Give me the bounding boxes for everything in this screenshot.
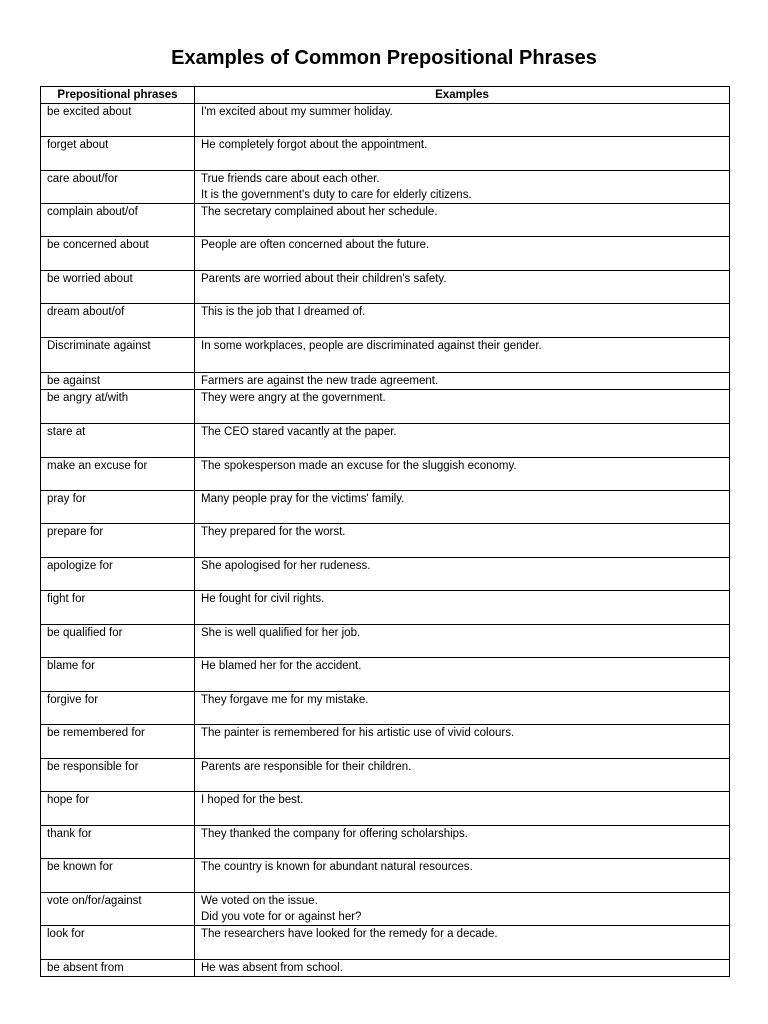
example-sentence: The painter is remembered for his artistic use of vivid colours. xyxy=(201,727,515,739)
example-cell xyxy=(195,926,730,960)
example-sentence: She apologised for her rudeness. xyxy=(201,560,371,572)
phrase-cell: care about/for xyxy=(41,171,195,204)
example-sentence: It is the government's duty to care for elderly citizens. xyxy=(201,189,472,201)
phrase-cell: look for xyxy=(41,926,195,960)
example-sentence: They thanked the company for offering scholarships. xyxy=(201,828,468,840)
table-row xyxy=(41,424,730,458)
example-cell xyxy=(195,237,730,271)
example-cell xyxy=(195,759,730,792)
example-cell xyxy=(195,390,730,424)
table-row xyxy=(41,859,730,893)
example-cell xyxy=(195,893,730,926)
phrase-cell: pray for xyxy=(41,491,195,524)
table-row xyxy=(41,373,730,390)
example-sentence: This is the job that I dreamed of. xyxy=(201,306,366,318)
example-sentence: True friends care about each other. xyxy=(201,173,380,185)
example-sentence: The secretary complained about her schedule. xyxy=(201,206,438,218)
table-row xyxy=(41,390,730,424)
table-body xyxy=(41,104,730,977)
example-cell xyxy=(195,725,730,759)
example-sentence: Parents are responsible for their children. xyxy=(201,761,412,773)
example-cell xyxy=(195,792,730,826)
example-sentence: Did you vote for or against her? xyxy=(201,911,362,923)
example-sentence: The country is known for abundant natural resources. xyxy=(201,861,473,873)
table-row xyxy=(41,926,730,960)
page-title: Examples of Common Prepositional Phrases xyxy=(171,47,597,69)
example-cell xyxy=(195,171,730,204)
phrase-cell: fight for xyxy=(41,591,195,625)
phrase-cell: vote on/for/against xyxy=(41,893,195,926)
example-sentence: I hoped for the best. xyxy=(201,794,304,806)
table-row xyxy=(41,104,730,137)
example-cell xyxy=(195,558,730,591)
example-cell xyxy=(195,338,730,373)
table-row xyxy=(41,304,730,338)
example-sentence: He fought for civil rights. xyxy=(201,593,325,605)
example-sentence: He was absent from school. xyxy=(201,962,343,974)
example-sentence: People are often concerned about the future. xyxy=(201,239,430,251)
example-cell xyxy=(195,304,730,338)
phrase-cell: be against xyxy=(41,373,195,390)
table-row xyxy=(41,625,730,658)
table-row xyxy=(41,491,730,524)
example-sentence: We voted on the issue. xyxy=(201,895,318,907)
table-row xyxy=(41,137,730,171)
phrase-cell: be remembered for xyxy=(41,725,195,759)
example-sentence: They forgave me for my mistake. xyxy=(201,694,369,706)
phrase-cell: dream about/of xyxy=(41,304,195,338)
example-cell xyxy=(195,204,730,237)
phrase-cell: be concerned about xyxy=(41,237,195,271)
phrase-cell: prepare for xyxy=(41,524,195,558)
example-cell xyxy=(195,826,730,859)
phrase-cell: thank for xyxy=(41,826,195,859)
table-row xyxy=(41,759,730,792)
table-row xyxy=(41,458,730,491)
phrase-cell: be responsible for xyxy=(41,759,195,792)
phrase-cell: be known for xyxy=(41,859,195,893)
phrase-cell: be absent from xyxy=(41,960,195,977)
example-sentence: The spokesperson made an excuse for the sluggish economy. xyxy=(201,460,517,472)
example-sentence: Farmers are against the new trade agreement. xyxy=(201,375,439,387)
table-row xyxy=(41,271,730,304)
example-cell xyxy=(195,271,730,304)
example-cell xyxy=(195,658,730,692)
phrase-cell: Discriminate against xyxy=(41,338,195,373)
phrase-cell: apologize for xyxy=(41,558,195,591)
example-cell xyxy=(195,591,730,625)
example-cell xyxy=(195,137,730,171)
table-row xyxy=(41,204,730,237)
column-header-examples: Examples xyxy=(195,87,730,104)
example-cell xyxy=(195,859,730,893)
example-cell xyxy=(195,960,730,977)
example-sentence: They were angry at the government. xyxy=(201,392,386,404)
table-row xyxy=(41,792,730,826)
table-row xyxy=(41,826,730,859)
example-sentence: The researchers have looked for the remedy for a decade. xyxy=(201,928,498,940)
phrase-cell: forget about xyxy=(41,137,195,171)
example-sentence: They prepared for the worst. xyxy=(201,526,346,538)
phrase-cell: hope for xyxy=(41,792,195,826)
table-row xyxy=(41,171,730,204)
example-cell xyxy=(195,692,730,725)
phrase-cell: complain about/of xyxy=(41,204,195,237)
example-cell xyxy=(195,625,730,658)
table-header-row xyxy=(41,87,730,104)
table-row xyxy=(41,893,730,926)
table-row xyxy=(41,692,730,725)
phrase-cell: be angry at/with xyxy=(41,390,195,424)
example-sentence: The CEO stared vacantly at the paper. xyxy=(201,426,397,438)
table-row xyxy=(41,658,730,692)
example-cell xyxy=(195,491,730,524)
example-sentence: I'm excited about my summer holiday. xyxy=(201,106,393,118)
phrase-cell: make an excuse for xyxy=(41,458,195,491)
example-cell xyxy=(195,373,730,390)
table-row xyxy=(41,960,730,977)
example-cell xyxy=(195,458,730,491)
prepositional-phrases-table xyxy=(40,86,730,977)
table-row xyxy=(41,338,730,373)
phrase-cell: stare at xyxy=(41,424,195,458)
example-sentence: Parents are worried about their children's safety. xyxy=(201,273,447,285)
column-header-phrases: Prepositional phrases xyxy=(41,87,195,104)
example-sentence: He blamed her for the accident. xyxy=(201,660,362,672)
phrase-cell: forgive for xyxy=(41,692,195,725)
table-row xyxy=(41,725,730,759)
table-row xyxy=(41,591,730,625)
phrase-cell: be qualified for xyxy=(41,625,195,658)
phrase-cell: blame for xyxy=(41,658,195,692)
example-cell xyxy=(195,424,730,458)
phrase-cell: be excited about xyxy=(41,104,195,137)
table-row xyxy=(41,558,730,591)
table-row xyxy=(41,524,730,558)
example-sentence: He completely forgot about the appointment. xyxy=(201,139,428,151)
example-sentence: She is well qualified for her job. xyxy=(201,627,361,639)
phrase-cell: be worried about xyxy=(41,271,195,304)
table-row xyxy=(41,237,730,271)
example-sentence: Many people pray for the victims' family. xyxy=(201,493,405,505)
example-sentence: In some workplaces, people are discriminated against their gender. xyxy=(201,340,542,352)
example-cell xyxy=(195,104,730,137)
example-cell xyxy=(195,524,730,558)
